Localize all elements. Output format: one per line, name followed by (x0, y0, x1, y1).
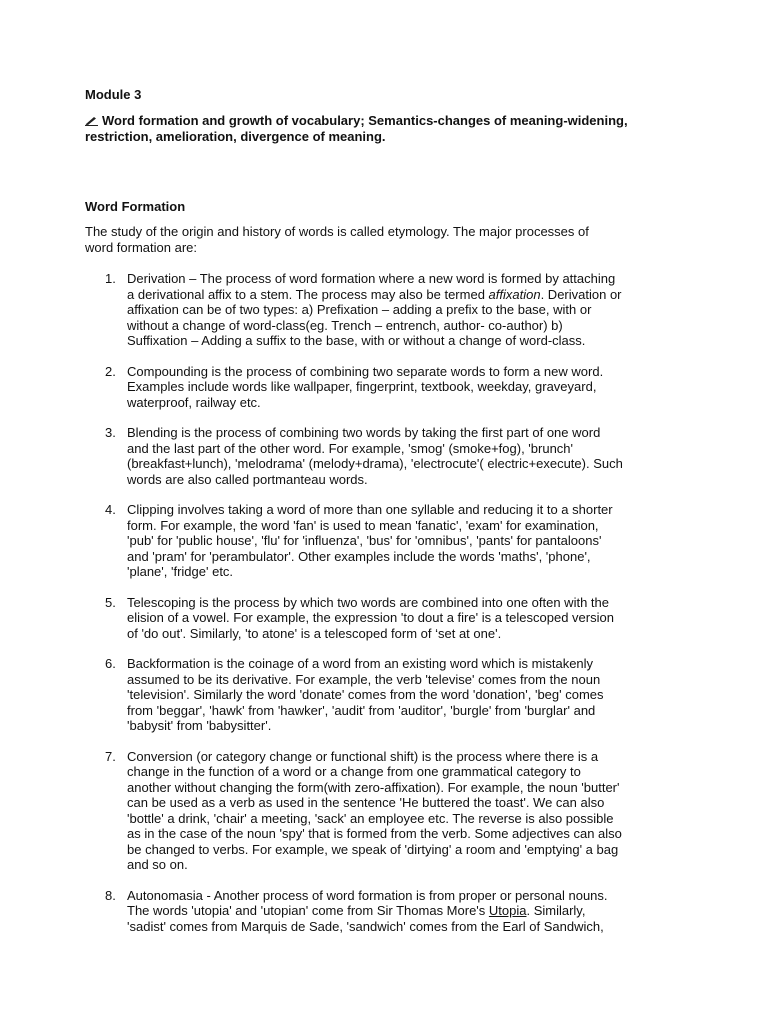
list-item-clipping (85, 502, 625, 580)
module-heading: Module 3 (85, 87, 142, 102)
item-number: 1. (105, 271, 116, 286)
item-text: Telescoping is the process by which two words are combined into one often with the elision of a vowel. For example, the expression 'to dout a fire' is a telescoped version of 'do out'. Similarly, 'to atone' is a telescoped form of ‘set at one'. (127, 594, 614, 641)
objectives-text: Word formation and growth of vocabulary; Semantics-changes of meaning-widening, restriction, amelioration, divergence of meaning. (85, 113, 628, 144)
item-number: 6. (105, 656, 116, 671)
item-emphasis: affixation (488, 286, 541, 302)
list-item-conversion (85, 749, 625, 873)
item-text-part: . Similarly, 'sadist' comes from Marquis de Sade, 'sandwich' comes from the Earl of Sandwich, (127, 903, 604, 934)
item-number: 7. (105, 748, 116, 764)
intro-paragraph: The study of the origin and history of words is called etymology. The major processes of word formation are: (85, 224, 589, 255)
list-item-autonomasia (85, 888, 625, 935)
item-text: Clipping involves taking a word of more than one syllable and reducing it to a shorter form. For example, the word 'fan' is used to mean 'fanatic', 'exam' for examination, 'pub' for 'public house', 'flu' for 'influenza', 'bus' for 'omnibus', 'pants' for pantaloons' and 'pram' for 'perambulator'. Other examples include the words 'maths', 'phone', 'plane', 'fridge' etc. (127, 502, 613, 579)
list-item-telescoping (85, 595, 625, 642)
item-text: Blending is the process of combining two words by taking the first part of one word and the last part of the other word. For example, 'smog' (smoke+fog), 'brunch' (breakfast+lunch), 'melodrama' (melody+drama), 'electrocute'( electric+execute). Such words are also called portmanteau words. (127, 425, 623, 487)
item-text-part: Autonomasia - Another process of word formation is from proper or personal nouns. The words 'utopia' and 'utopian' come from Sir Thomas More's (127, 887, 608, 918)
word-formation-list (85, 271, 625, 949)
section-title: Word Formation (85, 199, 186, 214)
item-number: 4. (105, 502, 116, 517)
item-text-part: . Derivation or affixation can be of two types: a) Prefixation – adding a prefix to the base, with or without a change of word-class(eg. Trench – entrench, author- co-author) b) Suffixation – Adding a suffix to the base, with or without a change of word-class. (127, 286, 622, 348)
list-item-blending (85, 425, 625, 487)
list-item-derivation (85, 271, 625, 349)
item-text: Backformation is the coinage of a word from an existing word which is mistakenly assumed to be its derivative. For example, the verb 'televise' comes from the noun 'television'. Similarly the word 'donate' comes from the word 'donation', 'beg' comes from 'beggar', 'hawk' from 'hawker', 'audit' from 'auditor', 'burgle' from 'burglar' and 'babysit' from 'babysitter'. (127, 656, 604, 733)
item-number: 8. (105, 887, 116, 903)
item-number: 2. (105, 363, 116, 379)
item-underlined-title: Utopia (488, 903, 527, 918)
item-text-part: Derivation – The process of word formation where a new word is formed by attaching a derivational affix to a stem. The process may also be termed (127, 271, 616, 302)
list-item-backformation (85, 656, 625, 734)
item-text: Conversion (or category change or functional shift) is the process where there is a change in the function of a word or a change from one grammatical category to another without changing the form(with zero-affixation). For example, the noun 'butter' can be used as a verb as used in the sentence 'He buttered the toast'. We can also 'bottle' a drink, 'chair' a meeting, 'sack' an employee etc. The reverse is also possible as in the case of the noun 'spy' that is formed from the verb. Some adjectives can also be changed to verbs. For example, we speak of 'dirtying' a room and 'emptying' a bag and so on. (127, 748, 622, 872)
item-text: Compounding is the process of combining two separate words to form a new word. Examples include words like wallpaper, fingerprint, textbook, weekday, graveyard, waterproof, railway etc. (127, 363, 604, 410)
objectives (85, 113, 685, 145)
item-number: 5. (105, 594, 116, 610)
item-number: 3. (105, 425, 116, 440)
pencil-icon (85, 115, 98, 126)
list-item-compounding (85, 364, 625, 411)
